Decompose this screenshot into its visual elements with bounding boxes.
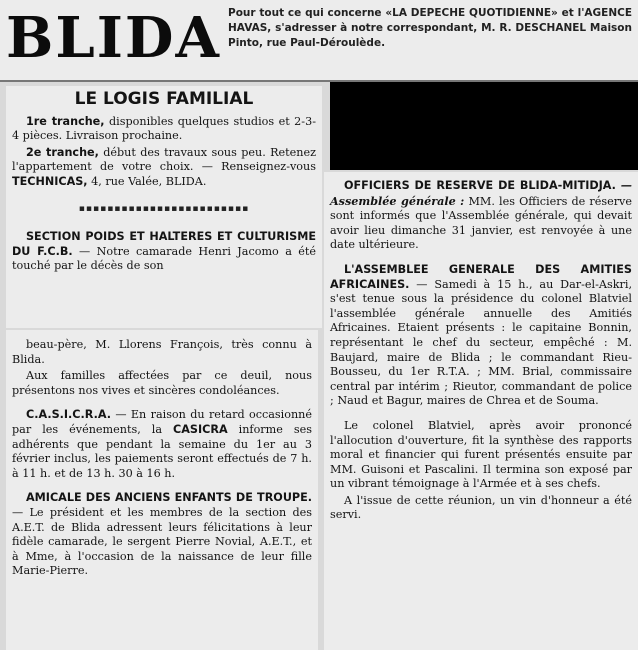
section-text-casicra-b: informe ses adhérents que pendant la semaine du 1er au 3 février inclus, les paiements seront effectués de 7 h. à 11 h. et de 13 h. 30 à 16 h. xyxy=(12,422,312,480)
tranche-1-text: disponibles quelques studios et 2-3-4 pièces. Livraison prochaine. xyxy=(12,114,316,143)
masthead-notice: Pour tout ce qui concerne «LA DEPECHE QUOTIDIENNE» et l'AGENCE HAVAS, s'adresser à notre correspondant, M. R. DESCHANEL Maison Pinto, rue Paul-Déroulède. xyxy=(228,7,632,49)
section-title-amicale: AMICALE DES ANCIENS ENFANTS DE TROUPE. xyxy=(26,491,312,505)
casicra-name: CASICRA xyxy=(173,422,228,436)
paragraph-casicra xyxy=(12,408,312,481)
section-title-officiers: OFFICIERS DE RESERVE DE BLIDA-MITIDJA. xyxy=(344,179,616,192)
section-text-poids-halteres: — Notre camarade Henri Jacomo a été touché par le décès de son xyxy=(12,244,316,273)
headline-logis-familial: LE LOGIS FAMILIAL xyxy=(74,89,254,109)
section-subtitle-officiers: — Assemblée générale : xyxy=(330,178,632,208)
company-address: 4, rue Valée, BLIDA. xyxy=(87,174,207,188)
paragraph-vin-honneur: A l'issue de cette réunion, un vin d'honneur a été servi. xyxy=(330,493,632,522)
tranche-2-text: début des travaux sous peu. Retenez l'appartement de votre choix. — Renseignez-vous xyxy=(12,145,316,174)
section-text-casicra-a: — En raison du retard occasionné par les événements, la xyxy=(12,408,312,436)
black-redaction-block xyxy=(330,82,638,170)
section-text-amicale: — Le président et les membres de la section des A.E.T. de Blida adressent leurs félicitations à leur fidèle camarade, le sergent Pierre Novial, A.E.T., et à Mme, à l'occasion de la naissance de leur fille Marie-Pierre. xyxy=(12,505,312,578)
paragraph-poids-halteres xyxy=(12,230,316,274)
section-text-amities: — Samedi à 15 h., au Dar-el-Askri, s'est tenue sous la présidence du colonel Blatviel l'assemblée générale annuelle des Amitiés Africaines. Etaient présents : le capitaine Bonnin, représentant le chef du secteur, empêché : M. Baujard, maire de Blida ; le commandant Rieu-Bousseu, du 1er R.T.A. ; MM. Brial, commissaire central par intérim ; Rieutor, commandant de police ; Naud et Bagur, maires de Chrea et de Souma. xyxy=(330,277,632,408)
tranche-2-lead: 2e tranche, xyxy=(26,145,99,159)
column-logis-familial xyxy=(6,86,322,328)
section-title-amities: L'ASSEMBLEE GENERALE DES AMITIES AFRICAINES. xyxy=(330,262,632,291)
paragraph-amities-africaines xyxy=(330,263,632,409)
company-name: TECHNICAS, xyxy=(12,174,88,188)
paragraph-beau-pere: beau-père, M. Llorens François, très connu à Blida. xyxy=(12,338,312,366)
section-text-officiers: MM. les Officiers de réserve sont informés que l'Assemblée générale, qui devait avoir lieu dimanche 31 janvier, est renvoyée à une date ultérieure. xyxy=(330,194,632,252)
paragraph-tranche-1 xyxy=(12,115,316,144)
column-continuation xyxy=(6,330,318,650)
ornament-separator: ▪▪▪▪▪▪▪▪▪▪▪▪▪▪▪▪▪▪▪▪▪▪▪▪ xyxy=(78,203,250,214)
column-assemblees xyxy=(324,172,638,650)
paragraph-amicale xyxy=(12,491,312,579)
paragraph-officiers-reserve xyxy=(330,178,632,253)
masthead-title: BLIDA xyxy=(6,5,221,71)
tranche-1-lead: 1re tranche, xyxy=(26,114,105,128)
paragraph-blatviel: Le colonel Blatviel, après avoir prononcé l'allocution d'ouverture, fit la synthèse des rapports moral et financier qui furent présentés ensuite par MM. Guisoni et Pascalini. Il termina son exposé par un vibrant témoignage à l'Armée et à ses chefs. xyxy=(330,418,632,491)
section-title-casicra: C.A.S.I.C.R.A. xyxy=(26,408,111,422)
paragraph-tranche-2 xyxy=(12,146,316,190)
paragraph-condoleances: Aux familles affectées par ce deuil, nous présentons nos vives et sincères condoléances. xyxy=(12,369,312,397)
section-title-poids-halteres: SECTION POIDS ET HALTERES ET CULTURISME DU F.C.B. xyxy=(12,230,316,258)
masthead xyxy=(0,0,638,82)
